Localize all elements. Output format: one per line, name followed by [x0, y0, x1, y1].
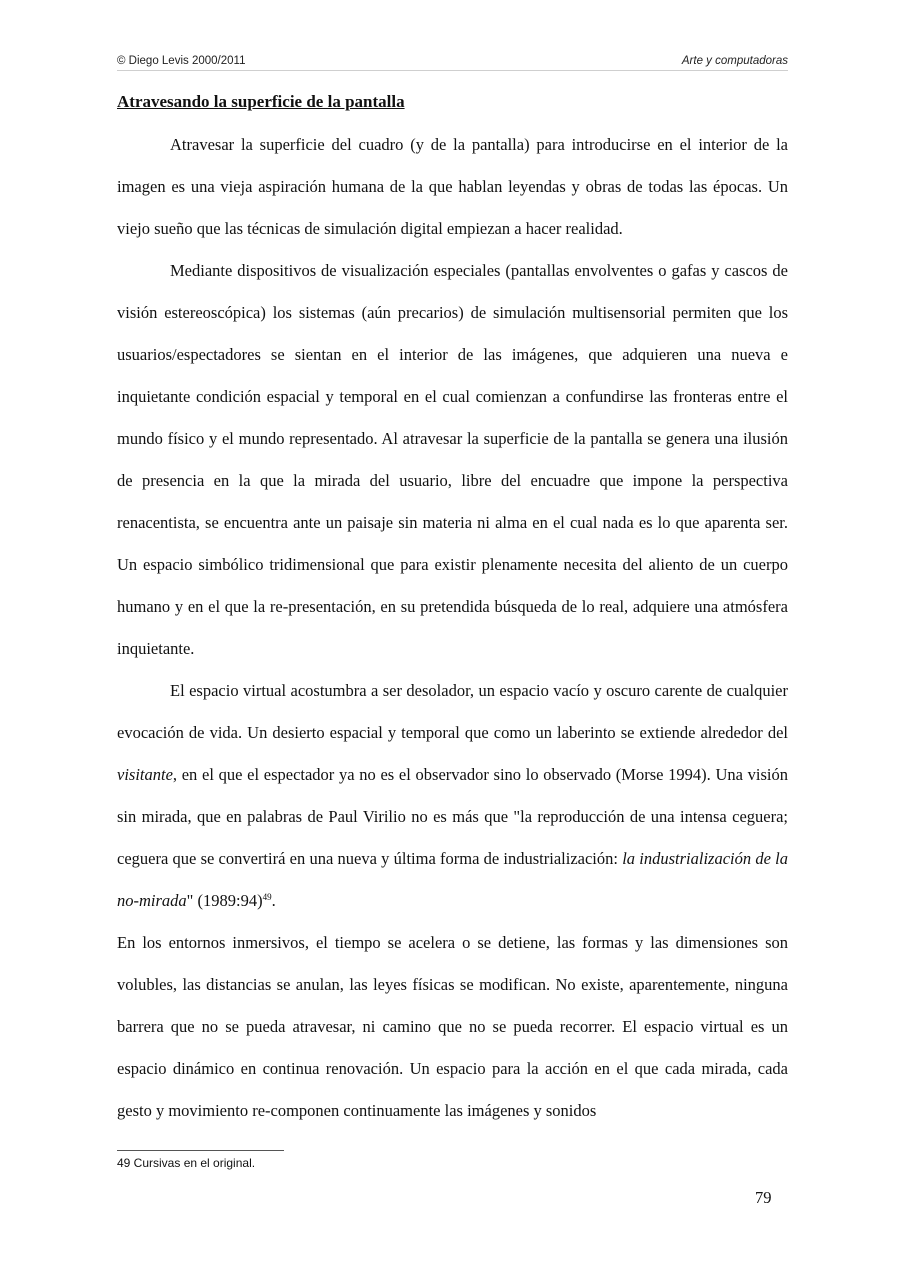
page-header [117, 52, 788, 71]
paragraph-2: Mediante dispositivos de visualización especiales (pantallas envolventes o gafas y cascos de visión estereoscópica) los sistemas (aún precarios) de simulación multisensorial permiten que los usuarios/espectadores se sientan en el interior de las imágenes, que adquieren una nueva e inquietante condición espacial y temporal en el cual comienzan a confundirse las fronteras entre el mundo físico y el mundo representado. Al atravesar la superficie de la pantalla se genera una ilusión de presencia en la que la mirada del usuario, libre del encuadre que impone la perspectiva renacentista, se encuentra ante un paisaje sin materia ni alma en el cual nada es lo que aparenta ser. Un espacio simbólico tridimensional que para existir plenamente necesita del aliento de un cuerpo humano y en el que la re-presentación, en su pretendida búsqueda de lo real, adquiere una atmósfera inquietante. [117, 261, 788, 658]
paragraph-3-text-f: . [271, 891, 276, 910]
page-number: 79 [755, 1188, 772, 1207]
footnote-divider [117, 1150, 284, 1151]
footnote-ref: 49 [262, 892, 272, 902]
body-text [117, 124, 788, 1132]
paragraph-4: En los entornos inmersivos, el tiempo se acelera o se detiene, las formas y las dimensiones son volubles, las distancias se anulan, las leyes físicas se modifican. No existe, aparentemente, ninguna barrera que no se pueda atravesar, ni camino que no se pueda recorrer. El espacio virtual es un espacio dinámico en continua renovación. Un espacio para la acción en el que cada mirada, cada gesto y movimiento re-componen continuamente las imágenes y sonidos [117, 933, 788, 1120]
footnote: 49 Cursivas en el original. [117, 1156, 256, 1170]
emphasis-visitante: visitante [117, 765, 173, 784]
paragraph-3-text-c: , en el que el espectador ya no es el observador sino lo observado (Morse 1994). Una visión sin mirada, que en palabras de Paul Virilio no es más que "la reproducción de una intensa ceguera; ceguera que se convertirá en una nueva y última forma de industrialización: [117, 765, 788, 868]
paragraph-3-text-a: El espacio virtual acostumbra a ser desolador, un espacio vacío y oscuro carente de cualquier evocación de vida. Un desierto espacial y temporal que como un laberinto se extiende alrededor del [117, 681, 788, 742]
header-author: © Diego Levis 2000/2011 [117, 55, 246, 67]
paragraph-1: Atravesar la superficie del cuadro (y de la pantalla) para introducirse en el interior de la imagen es una vieja aspiración humana de la que hablan leyendas y obras de todas las épocas. Un viejo sueño que las técnicas de simulación digital empiezan a hacer realidad. [117, 135, 788, 238]
paragraph-3 [117, 670, 788, 922]
emphasis-quote: la industrialización de la no-mirada [117, 849, 788, 910]
paragraph-3-text-e: " (1989:94) [186, 891, 263, 910]
section-title: Atravesando la superficie de la pantalla [117, 92, 405, 111]
header-book-title: Arte y computadoras [681, 55, 788, 67]
